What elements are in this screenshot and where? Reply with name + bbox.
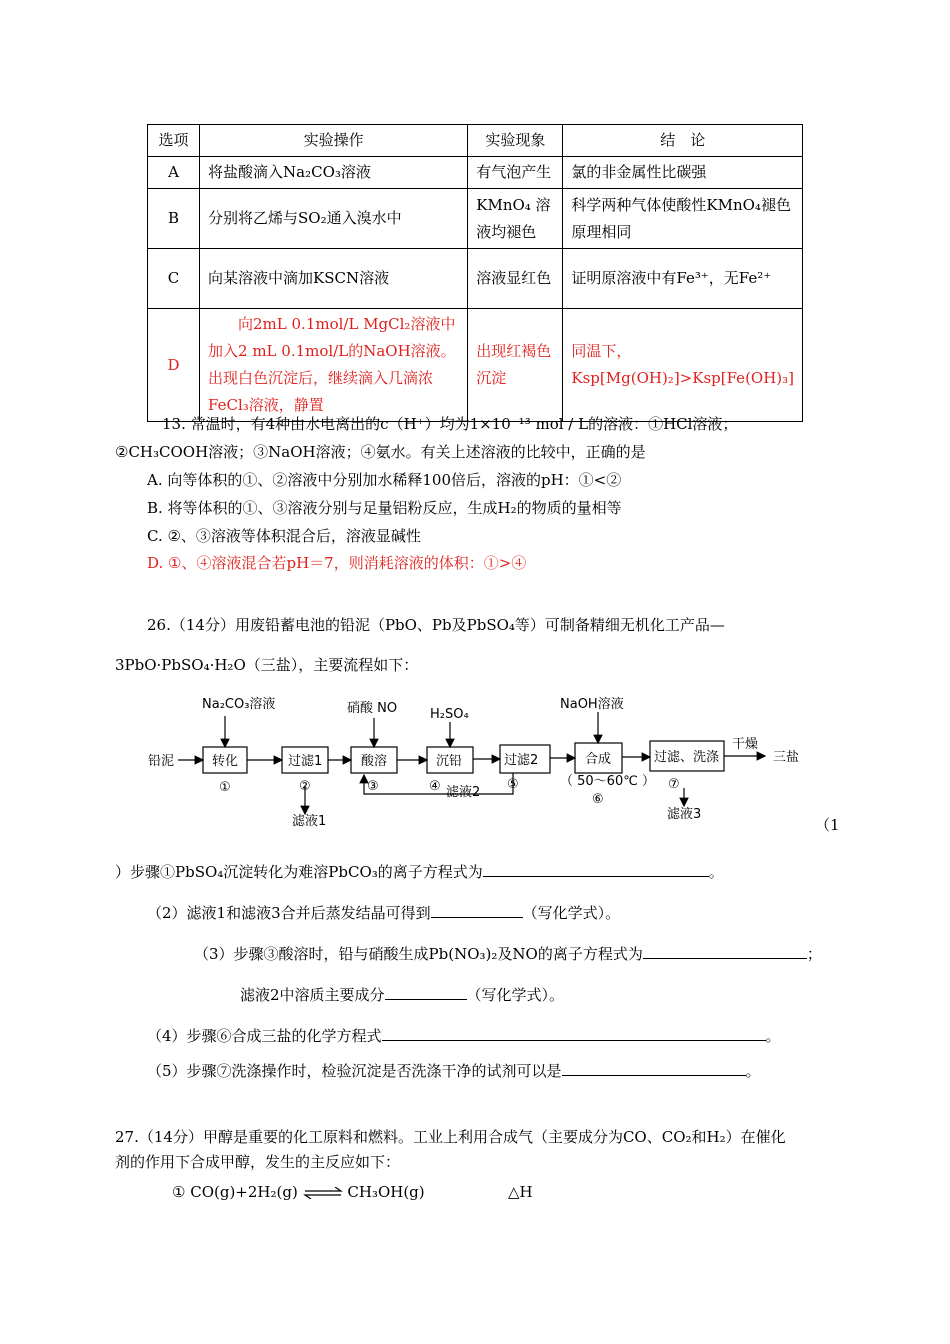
q27-stem-2: 剂的作用下合成甲醇，发生的主反应如下： <box>115 1153 401 1171</box>
q13-stem-1: 13. 常温时，有4种由水电离出的c（H⁺）均为1×10⁻¹³ mol / L的溶液：①HCl溶液； <box>147 415 738 433</box>
q26-sub2-blank[interactable] <box>431 901 523 918</box>
flow-reagent-4: H₂SO₄ <box>430 707 469 722</box>
flow-start: 铅泥 <box>148 754 175 769</box>
q26-sub4-blank[interactable] <box>382 1024 766 1041</box>
row-option: B <box>148 189 200 249</box>
flow-step-2: 过滤1 <box>288 754 323 769</box>
q26-sub5-text: （5）步骤⑦洗涤操作时，检验沉淀是否洗涤干净的试剂可以是 <box>147 1062 562 1080</box>
q26-sub3b-end: （写化学式）。 <box>466 986 565 1004</box>
q27-stem-1: 27.（14分）甲醇是重要的化工原料和燃料。工业上利用合成气（主要成分为CO、CO₂和H₂）在催化 <box>115 1128 786 1146</box>
q26-sub4 <box>147 1024 781 1047</box>
q26-sub3b-blank[interactable] <box>385 983 467 1000</box>
q26-sub3-end: ； <box>806 945 822 963</box>
header-option: 选项 <box>148 125 200 157</box>
flow-num-1: ① <box>219 780 231 795</box>
equilibrium-arrow-icon <box>303 1187 343 1199</box>
row-phenomenon: 出现红褐色沉淀 <box>468 309 563 422</box>
header-conclusion: 结 论 <box>563 125 803 157</box>
row-conclusion: 氯的非金属性比碳强 <box>563 157 803 189</box>
q13-stem-2: ②CH₃COOH溶液；③NaOH溶液；④氨水。有关上述溶液的比较中，正确的是 <box>115 443 646 461</box>
table-row <box>148 309 803 422</box>
flow-num-6: ⑥ <box>592 792 604 807</box>
q26-sub5-end: 。 <box>745 1062 761 1080</box>
q26-sub2-text: （2）滤液1和滤液3合并后蒸发结晶可得到 <box>147 904 431 922</box>
row-option: D <box>148 309 200 422</box>
q26-sub3b-text: 滤液2中溶质主要成分 <box>240 986 385 1004</box>
row-conclusion: 同温下，Ksp[Mg(OH)₂]>Ksp[Fe(OH)₃] <box>563 309 803 422</box>
row-operation: 将盐酸滴入Na₂CO₃溶液 <box>200 157 468 189</box>
row-conclusion: 证明原溶液中有Fe³⁺，无Fe²⁺ <box>563 249 803 309</box>
row-option: C <box>148 249 200 309</box>
table-row <box>148 249 803 309</box>
q26-sub2 <box>147 901 620 924</box>
row-phenomenon: 有气泡产生 <box>468 157 563 189</box>
q26-stem-1: 26.（14分）用废铅蓄电池的铅泥（PbO、Pb及PbSO₄等）可制备精细无机化工产品— <box>147 616 725 634</box>
header-operation: 实验操作 <box>200 125 468 157</box>
q26-sub2-end: （写化学式）。 <box>522 904 621 922</box>
flow-reagent-6: NaOH溶液 <box>560 697 624 712</box>
flow-num-2: ② <box>299 779 311 794</box>
flow-num-5: ⑤ <box>507 777 519 792</box>
flow-step-5: 过滤2 <box>504 753 539 768</box>
flow-dry: 干燥 <box>732 737 759 752</box>
row-operation: 向某溶液中滴加KSCN溶液 <box>200 249 468 309</box>
flow-step-4: 沉铅 <box>436 754 463 769</box>
q26-sub4-end: 。 <box>765 1027 781 1045</box>
q27-eq-left: ① CO(g)+2H₂(g) <box>172 1183 298 1201</box>
q26-sub5-blank[interactable] <box>562 1059 746 1076</box>
row-option: A <box>148 157 200 189</box>
q26-sub4-text: （4）步骤⑥合成三盐的化学方程式 <box>147 1027 382 1045</box>
q26-sub1-end: 。 <box>708 863 724 881</box>
q26-sub3-blank[interactable] <box>643 942 807 959</box>
q26-stem-2: 3PbO·PbSO₄·H₂O（三盐），主要流程如下： <box>115 656 419 674</box>
process-flowchart <box>140 690 820 830</box>
flow-num-7: ⑦ <box>668 777 680 792</box>
flow-temp: （ 50～60℃ ） <box>560 774 655 789</box>
row-operation: 分别将乙烯与SO₂通入溴水中 <box>200 189 468 249</box>
flow-filtrate-3: 滤液3 <box>667 807 702 822</box>
q27-delta-h: △H <box>508 1183 533 1201</box>
q13-option-c: C. ②、③溶液等体积混合后，溶液显碱性 <box>147 527 421 545</box>
flow-num-4: ④ <box>429 779 441 794</box>
flow-step-3: 酸溶 <box>361 754 388 769</box>
flow-filtrate-2: 滤液2 <box>446 785 481 800</box>
row-phenomenon: KMnO₄ 溶 液均褪色 <box>468 189 563 249</box>
row-conclusion: 科学两种气体使酸性KMnO₄褪色原理相同 <box>563 189 803 249</box>
q26-sub3 <box>194 942 822 965</box>
q26-sub5 <box>147 1059 761 1082</box>
header-phenomenon: 实验现象 <box>468 125 563 157</box>
q13-option-b: B. 将等体积的①、③溶液分别与足量铝粉反应，生成H₂的物质的量相等 <box>147 499 622 517</box>
flow-filtrate-1: 滤液1 <box>292 814 327 829</box>
flow-reagent-3: 硝酸 NO <box>347 701 398 716</box>
q27-eq-right: CH₃OH(g) <box>347 1183 425 1201</box>
q26-sub1-blank[interactable] <box>483 860 709 877</box>
row-operation: 向2mL 0.1mol/L MgCl₂溶液中加入2 mL 0.1mol/L的NaOH溶液。出现白色沉淀后，继续滴入几滴浓FeCl₃溶液，静置 <box>200 309 468 422</box>
q26-sub3b <box>240 983 564 1006</box>
q26-sub1-prefix: （1 <box>815 816 840 834</box>
q26-sub3-text: （3）步骤③酸溶时，铅与硝酸生成Pb(NO₃)₂及NO的离子方程式为 <box>194 945 643 963</box>
row-phenomenon: 溶液显红色 <box>468 249 563 309</box>
flow-product: 三盐 <box>773 750 800 765</box>
table-row <box>148 189 803 249</box>
q26-sub1-text: ）步骤①PbSO₄沉淀转化为难溶PbCO₃的离子方程式为 <box>115 863 483 881</box>
q13-option-a: A. 向等体积的①、②溶液中分别加水稀释100倍后，溶液的pH：①<② <box>147 471 622 489</box>
q26-sub1 <box>115 860 724 883</box>
flow-step-6: 合成 <box>585 752 612 767</box>
flow-step-7: 过滤、洗涤 <box>654 750 720 765</box>
flow-step-1: 转化 <box>212 754 239 769</box>
table-header-row <box>148 125 803 157</box>
q27-equation <box>172 1181 425 1203</box>
flow-num-3: ③ <box>367 779 379 794</box>
q13-option-d: D. ①、④溶液混合若pH＝7，则消耗溶液的体积：①>④ <box>147 554 527 572</box>
experiment-table <box>147 124 803 422</box>
flow-reagent-1: Na₂CO₃溶液 <box>202 697 276 712</box>
table-row <box>148 157 803 189</box>
